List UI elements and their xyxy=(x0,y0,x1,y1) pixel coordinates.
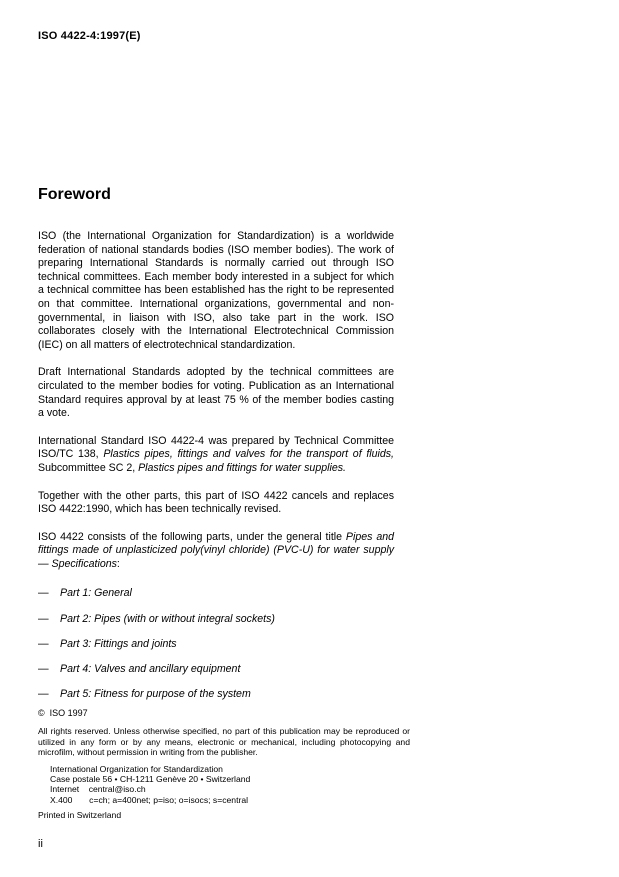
address-line-organization: International Organization for Standardization xyxy=(50,763,223,774)
text-segment: : xyxy=(116,557,120,570)
text-segment: International Standard ISO 4422-4 was prepared by Technical Committee ISO/TC 138, xyxy=(38,434,394,461)
paragraph-consists-of xyxy=(38,531,394,572)
list-dash: — xyxy=(38,587,49,600)
list-dash: — xyxy=(38,687,49,700)
list-item-part-4 xyxy=(38,663,394,677)
paragraph-cancels-replaces: Together with the other parts, this part of ISO 4422 cancels and replaces ISO 4422:1990, which has been technically revised. xyxy=(38,489,394,516)
printed-in-line: Printed in Switzerland xyxy=(38,810,122,821)
paragraph-prepared-by xyxy=(38,435,394,476)
footer xyxy=(38,708,418,821)
text-segment-italic: Plastics pipes, fittings and valves for the transport of fluids, xyxy=(103,448,394,461)
text-segment: Subcommittee SC 2, xyxy=(38,461,139,474)
address-line-postal: Case postale 56 • CH-1211 Genève 20 • Switzerland xyxy=(50,774,251,785)
list-dash: — xyxy=(38,662,49,675)
part-label: Part 5: Fitness for purpose of the system xyxy=(60,687,251,700)
section-title-foreword: Foreword xyxy=(38,186,111,203)
address-line-x400: X.400 c=ch; a=400net; p=iso; o=isocs; s=central xyxy=(50,794,249,805)
address-line-internet: Internet central@iso.ch xyxy=(50,784,146,795)
paragraph-iso-federation: ISO (the International Organization for Standardization) is a worldwide federation of national standards bodies (ISO member bodies). The work of preparing International Standards is normally carried out through ISO technical committees. Each member body interested in a subject for which a technical committee has been established has the right to be represented on that committee. International organizations, governmental and non-governmental, in liaison with ISO, also take part in the work. ISO collaborates closely with the International Electrotechnical Commission (IEC) on all matters of electrotechnical standardization. xyxy=(38,230,394,351)
part-label: Part 4: Valves and ancillary equipment xyxy=(60,662,241,675)
text-segment-italic: Plastics pipes and fittings for water supplies. xyxy=(138,461,346,474)
list-dash: — xyxy=(38,637,49,650)
text-segment-italic: Pipes and fittings made of unplasticized poly(vinyl chloride) (PVC-U) for water supply — Specifications xyxy=(38,530,394,570)
document-reference: ISO 4422-4:1997(E) xyxy=(38,30,141,42)
rights-notice: All rights reserved. Unless otherwise specified, no part of this publication may be reproduced or utilized in any form or by any means, electronic or mechanical, including photocopying and microfilm, without permission in writing from the publisher. xyxy=(38,726,410,758)
list-item-part-3 xyxy=(38,638,394,652)
part-label: Part 2: Pipes (with or without integral sockets) xyxy=(60,612,275,625)
parts-list xyxy=(38,587,394,701)
list-item-part-2 xyxy=(38,613,394,627)
copyright-line: © ISO 1997 xyxy=(38,708,88,718)
paragraph-draft-standards: Draft International Standards adopted by the technical committees are circulated to the member bodies for voting. Publication as an International Standard requires approval by at least 75 % of the member bodies casting a vote. xyxy=(38,366,394,420)
address-block xyxy=(50,764,418,806)
list-item-part-1 xyxy=(38,587,394,601)
body-text xyxy=(38,230,394,713)
list-item-part-5 xyxy=(38,688,394,702)
page-number: ii xyxy=(38,838,43,850)
part-label: Part 1: General xyxy=(60,587,132,600)
part-label: Part 3: Fittings and joints xyxy=(60,637,177,650)
list-dash: — xyxy=(38,612,49,625)
text-segment: ISO 4422 consists of the following parts, under the general title xyxy=(38,530,346,543)
